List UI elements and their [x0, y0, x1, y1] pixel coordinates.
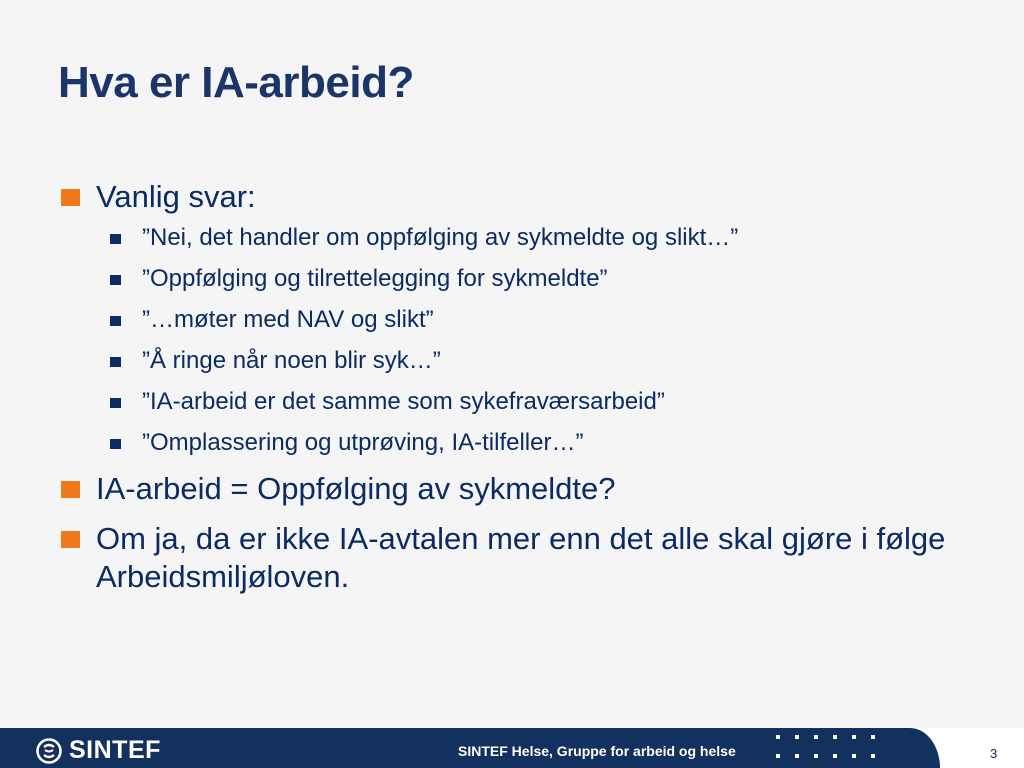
sub-bullet-item [58, 388, 988, 416]
square-bullet-icon [110, 439, 121, 449]
sub-bullet-item [58, 347, 988, 375]
footer-bar [0, 728, 940, 768]
bullet-item-2 [58, 470, 988, 508]
bullet-item-3 [58, 520, 988, 596]
square-bullet-icon [61, 481, 80, 498]
sub-bullet-item [58, 306, 988, 334]
footer-department: SINTEF Helse, Gruppe for arbeid og helse [458, 743, 736, 759]
sub-bullet-text: ”Nei, det handler om oppfølging av sykmeldte og slikt…” [142, 224, 739, 251]
slide-title: Hva er IA-arbeid? [58, 58, 414, 107]
square-bullet-icon [110, 357, 121, 367]
square-bullet-icon [61, 189, 80, 206]
square-bullet-icon [110, 398, 121, 408]
bullet-text: Om ja, da er ikke IA-avtalen mer enn det alle skal gjøre i følge Arbeidsmiljøloven. [96, 521, 946, 594]
bullet-text: IA-arbeid = Oppfølging av sykmeldte? [96, 471, 616, 506]
sintef-logo [36, 736, 161, 765]
bullet-text: Vanlig svar: [96, 179, 256, 214]
slide-footer [0, 728, 1024, 768]
sub-bullet-text: ”Å ringe når noen blir syk…” [142, 347, 441, 374]
square-bullet-icon [110, 316, 121, 326]
sub-bullet-list [58, 224, 988, 457]
sub-bullet-text: ”IA-arbeid er det samme som sykefraværsarbeid” [142, 388, 665, 415]
square-bullet-icon [61, 531, 80, 548]
square-bullet-icon [110, 234, 121, 244]
sub-bullet-item [58, 265, 988, 293]
bullet-list [58, 178, 988, 596]
logo-text: SINTEF [69, 736, 161, 764]
sub-bullet-text: ”Oppfølging og tilrettelegging for sykmeldte” [142, 265, 608, 292]
sub-bullet-text: ”Omplassering og utprøving, IA-tilfeller…” [142, 429, 584, 456]
sub-bullet-text: ”…møter med NAV og slikt” [142, 306, 434, 333]
sub-bullet-item [58, 224, 988, 252]
sintef-logo-icon [36, 738, 62, 764]
bullet-item-1 [58, 178, 988, 216]
page-number: 3 [990, 746, 998, 761]
square-bullet-icon [110, 275, 121, 285]
sub-bullet-item [58, 429, 988, 457]
